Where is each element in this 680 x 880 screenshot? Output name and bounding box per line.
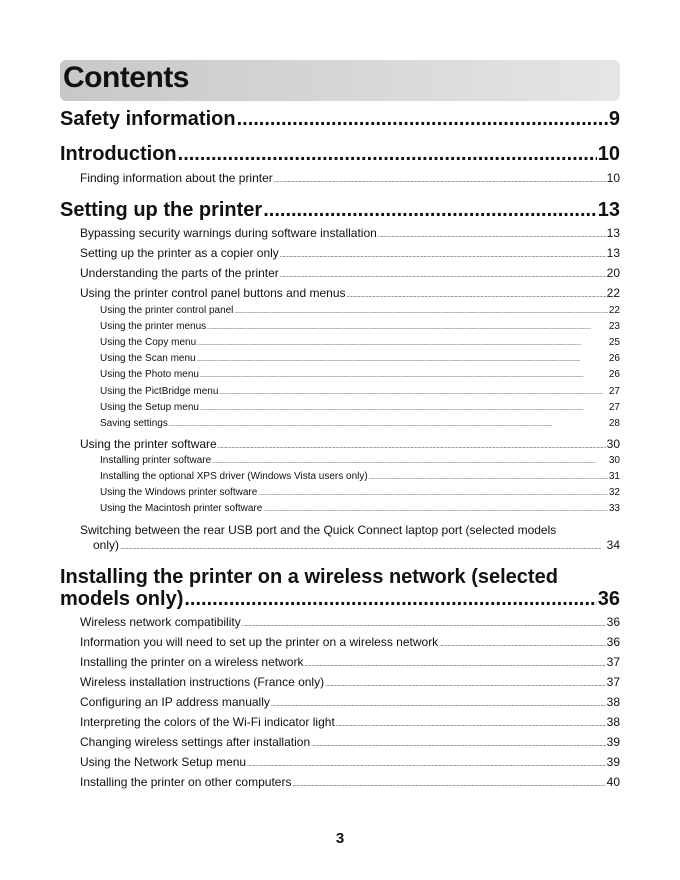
toc-entry-title: Wireless installation instructions (France only): [80, 675, 325, 689]
toc-entry[interactable]: [80, 615, 620, 629]
toc-entry[interactable]: [100, 353, 620, 364]
dot-leader: [200, 373, 608, 379]
dot-leader: [439, 642, 605, 648]
toc-entry-page: 30: [608, 455, 620, 466]
toc-entry-introduction[interactable]: [60, 143, 620, 166]
dot-leader: [242, 622, 606, 628]
toc-entry-title: Saving settings: [100, 418, 168, 429]
dot-leader: [212, 459, 608, 465]
dot-leader: [184, 588, 596, 611]
toc-entry-title: Understanding the parts of the printer: [80, 266, 279, 280]
toc-entry-title: Finding information about the printer: [80, 171, 273, 185]
dot-leader: [347, 293, 606, 299]
dot-leader: [169, 422, 608, 428]
toc-entry-title: Installing printer software: [100, 455, 212, 466]
toc-entry[interactable]: [100, 471, 620, 482]
toc-entry-page: 32: [608, 487, 620, 498]
toc-entry-page: 10: [597, 143, 620, 165]
toc-entry-page: 40: [606, 775, 620, 789]
toc-entry-title: Installing the printer on a wireless network: [80, 655, 304, 669]
toc-entry-title: Installing the printer on other computers: [80, 775, 292, 789]
dot-leader: [207, 325, 608, 331]
toc-entry-setting-up[interactable]: [60, 199, 620, 222]
dot-leader: [263, 199, 597, 222]
toc-entry-title: Using the Windows printer software: [100, 487, 258, 498]
toc-entry[interactable]: [100, 386, 620, 397]
toc-entry[interactable]: [80, 675, 620, 689]
toc-entry[interactable]: [80, 775, 620, 789]
dot-leader: [378, 233, 606, 239]
toc-entry[interactable]: [80, 246, 620, 260]
toc-entry-page: 31: [608, 471, 620, 482]
toc-entry-title: Using the Macintosh printer software: [100, 503, 263, 514]
toc-entry[interactable]: [80, 695, 620, 709]
dot-leader: [292, 782, 605, 788]
dot-leader: [325, 682, 606, 688]
toc-entry-title: Using the printer control panel: [100, 305, 234, 316]
toc-entry-title: Using the Scan menu: [100, 353, 196, 364]
toc-entry-page: 23: [608, 321, 620, 332]
dot-leader: [280, 273, 606, 279]
toc-entry[interactable]: [93, 538, 620, 552]
toc-entry[interactable]: [80, 171, 620, 185]
toc-entry-title-line-1[interactable]: Installing the printer on a wireless network (selected: [60, 566, 558, 588]
toc-entry-page: 27: [608, 402, 620, 413]
toc-entry-page: 20: [606, 266, 620, 280]
dot-leader: [336, 722, 606, 728]
toc-entry-page: 9: [608, 108, 620, 130]
toc-entry[interactable]: [100, 418, 620, 429]
toc-entry[interactable]: [100, 455, 620, 466]
toc-entry-title: Changing wireless settings after installation: [80, 735, 311, 749]
toc-entry[interactable]: [100, 402, 620, 413]
toc-entry[interactable]: [80, 735, 620, 749]
toc-entry-title: Setting up the printer as a copier only: [80, 246, 279, 260]
toc-entry-page: 27: [608, 386, 620, 397]
toc-entry[interactable]: [100, 321, 620, 332]
toc-entry[interactable]: [100, 337, 620, 348]
toc-entry-title: Using the printer control panel buttons and menus: [80, 286, 346, 300]
dot-leader: [197, 341, 608, 347]
toc-entry-page: 10: [606, 171, 620, 185]
dot-leader: [274, 178, 606, 184]
toc-entry-page: 13: [597, 199, 620, 221]
dot-leader: [369, 475, 608, 481]
dot-leader: [247, 762, 606, 768]
dot-leader: [311, 742, 606, 748]
toc-entry-title: Information you will need to set up the printer on a wireless network: [80, 635, 439, 649]
toc-entry-safety-information[interactable]: [60, 108, 620, 131]
toc-entry[interactable]: [100, 369, 620, 380]
toc-entry-page: 34: [606, 538, 620, 552]
toc-entry[interactable]: [80, 655, 620, 669]
toc-entry-page: 37: [606, 675, 620, 689]
toc-entry[interactable]: [100, 305, 620, 316]
dot-leader: [197, 357, 608, 363]
toc-entry-title: Using the PictBridge menu: [100, 386, 219, 397]
dot-leader: [280, 253, 606, 259]
toc-entry-title: Using the Photo menu: [100, 369, 199, 380]
toc-entry-title: Using the Network Setup menu: [80, 755, 247, 769]
toc-entry-title-line-2: only): [93, 538, 120, 552]
toc-entry-page: 30: [606, 437, 620, 451]
toc-entry-title: Installing the optional XPS driver (Windows Vista users only): [100, 471, 368, 482]
toc-entry-page: 25: [608, 337, 620, 348]
toc-entry[interactable]: [80, 266, 620, 280]
toc-entry-title: Interpreting the colors of the Wi-Fi indicator light: [80, 715, 335, 729]
toc-entry[interactable]: [80, 437, 620, 451]
dot-leader: [237, 108, 608, 131]
toc-entry-title: Bypassing security warnings during software installation: [80, 226, 377, 240]
toc-entry-title: Introduction: [60, 143, 177, 165]
toc-entry-page: 38: [606, 715, 620, 729]
toc-entry-title: Setting up the printer: [60, 199, 263, 221]
page-number: 3: [335, 830, 345, 847]
toc-entry-page: 13: [606, 226, 620, 240]
dot-leader: [200, 406, 608, 412]
toc-entry[interactable]: [80, 755, 620, 769]
toc-entry-title: Using the Setup menu: [100, 402, 199, 413]
toc-entry-title: Using the printer software: [80, 437, 217, 451]
toc-entry[interactable]: [100, 503, 620, 514]
toc-entry[interactable]: [80, 226, 620, 240]
toc-entry[interactable]: [100, 487, 620, 498]
toc-entry-page: 36: [606, 635, 620, 649]
toc-entry-page: 22: [608, 305, 620, 316]
toc-entry-page: 36: [606, 615, 620, 629]
toc-entry-page: 39: [606, 735, 620, 749]
toc-entry[interactable]: [80, 635, 620, 649]
toc-entry-page: 22: [606, 286, 620, 300]
toc-entry-title-line-2: models only): [60, 588, 184, 610]
toc-entry-title: Safety information: [60, 108, 236, 130]
toc-entry-page: 28: [608, 418, 620, 429]
toc-entry-title: Using the printer menus: [100, 321, 207, 332]
dot-leader: [218, 444, 606, 450]
contents-heading: Contents: [63, 61, 189, 94]
toc-entry-title: Configuring an IP address manually: [80, 695, 270, 709]
dot-leader: [234, 309, 607, 315]
toc-entry-wireless[interactable]: [60, 588, 620, 611]
dot-leader: [178, 143, 597, 166]
toc-entry-page: 26: [608, 353, 620, 364]
toc-entry-page: 38: [606, 695, 620, 709]
dot-leader: [120, 545, 606, 551]
toc-entry[interactable]: [80, 715, 620, 729]
toc-entry[interactable]: [80, 286, 620, 300]
toc-entry-title: Wireless network compatibility: [80, 615, 241, 629]
toc-entry-title: Using the Copy menu: [100, 337, 197, 348]
toc-entry-page: 13: [606, 246, 620, 260]
dot-leader: [258, 491, 608, 497]
toc-entry-page: 36: [597, 588, 620, 610]
dot-leader: [263, 507, 608, 513]
dot-leader: [271, 702, 606, 708]
toc-entry-page: 39: [606, 755, 620, 769]
toc-entry-page: 37: [606, 655, 620, 669]
toc-entry-page: 26: [608, 369, 620, 380]
toc-entry-page: 33: [608, 503, 620, 514]
dot-leader: [219, 390, 607, 396]
toc-entry-title-line-1[interactable]: Switching between the rear USB port and the Quick Connect laptop port (selected models: [80, 523, 557, 537]
dot-leader: [304, 662, 605, 668]
